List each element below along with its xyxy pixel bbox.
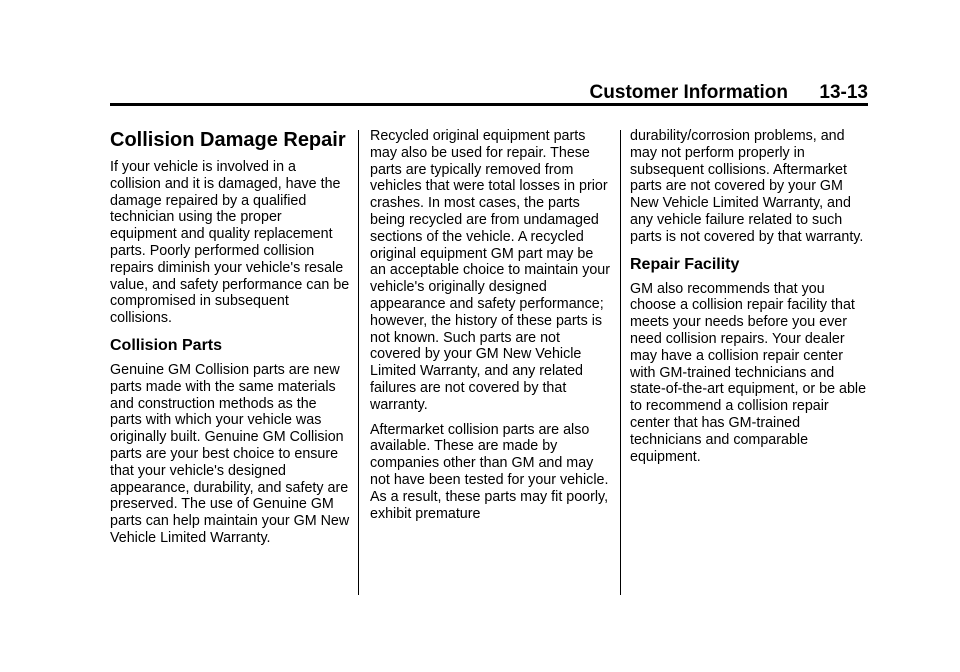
column-2 <box>370 128 612 530</box>
paragraph-aftermarket-parts: Aftermarket collision parts are also available. These are made by companies other than GM and may not have been tested for your vehicle. As a result, these parts may fit poorly, exhibit premature <box>370 421 609 522</box>
page-number: 13-13 <box>819 82 868 103</box>
paragraph-genuine-parts: Genuine GM Collision parts are new parts made with the same materials and construction methods as the parts with which your vehicle was originally built. Genuine GM Collision parts are your best choice to ensure that your vehicle's designed appearance, durability, and safety are preserved. The use of Genuine GM parts can help maintain your GM New Vehicle Limited Warranty. <box>110 361 350 546</box>
subheading-collision-parts: Collision Parts <box>110 336 223 354</box>
column-divider-2 <box>620 130 621 595</box>
column-divider-1 <box>358 130 359 595</box>
paragraph-repair-facility: GM also recommends that you choose a collision repair facility that meets your needs before you ever need collision repairs. Your dealer may have a collision repair center with GM-trained technicians and state-of-the-art equipment, or be able to recommend a collision repair center that has GM-trained technicians and comparable equipment. <box>630 280 867 465</box>
header-rule <box>110 103 868 106</box>
column-1 <box>110 128 350 555</box>
subheading-repair-facility: Repair Facility <box>630 255 740 273</box>
paragraph-intro: If your vehicle is involved in a collision and it is damaged, have the damage repaired by a qualified technician using the proper equipment and quality replacement parts. Poorly performed collision repairs diminish your vehicle's resale value, and safety performance can be compromised in subsequent collisions. <box>110 159 350 327</box>
paragraph-aftermarket-continued: durability/corrosion problems, and may not perform properly in subsequent collisions. Aftermarket parts are not covered by your GM New Vehicle Limited Warranty, and any vehicle failure related to such parts is not covered by that warranty. <box>630 128 864 245</box>
heading-collision-damage-repair: Collision Damage Repair <box>110 129 346 151</box>
paragraph-recycled-parts: Recycled original equipment parts may also be used for repair. These parts are typically removed from vehicles that were total losses in prior crashes. In most cases, the parts being recycled are from undamaged sections of the vehicle. A recycled original equipment GM part may be an acceptable choice to maintain your vehicle's originally designed appearance and safety performance; however, the history of these parts is not known. Such parts are not covered by your GM New Vehicle Limited Warranty, and any related failures are not covered by that warranty. <box>370 128 611 413</box>
section-title: Customer Information <box>589 82 788 103</box>
column-3 <box>630 128 870 473</box>
